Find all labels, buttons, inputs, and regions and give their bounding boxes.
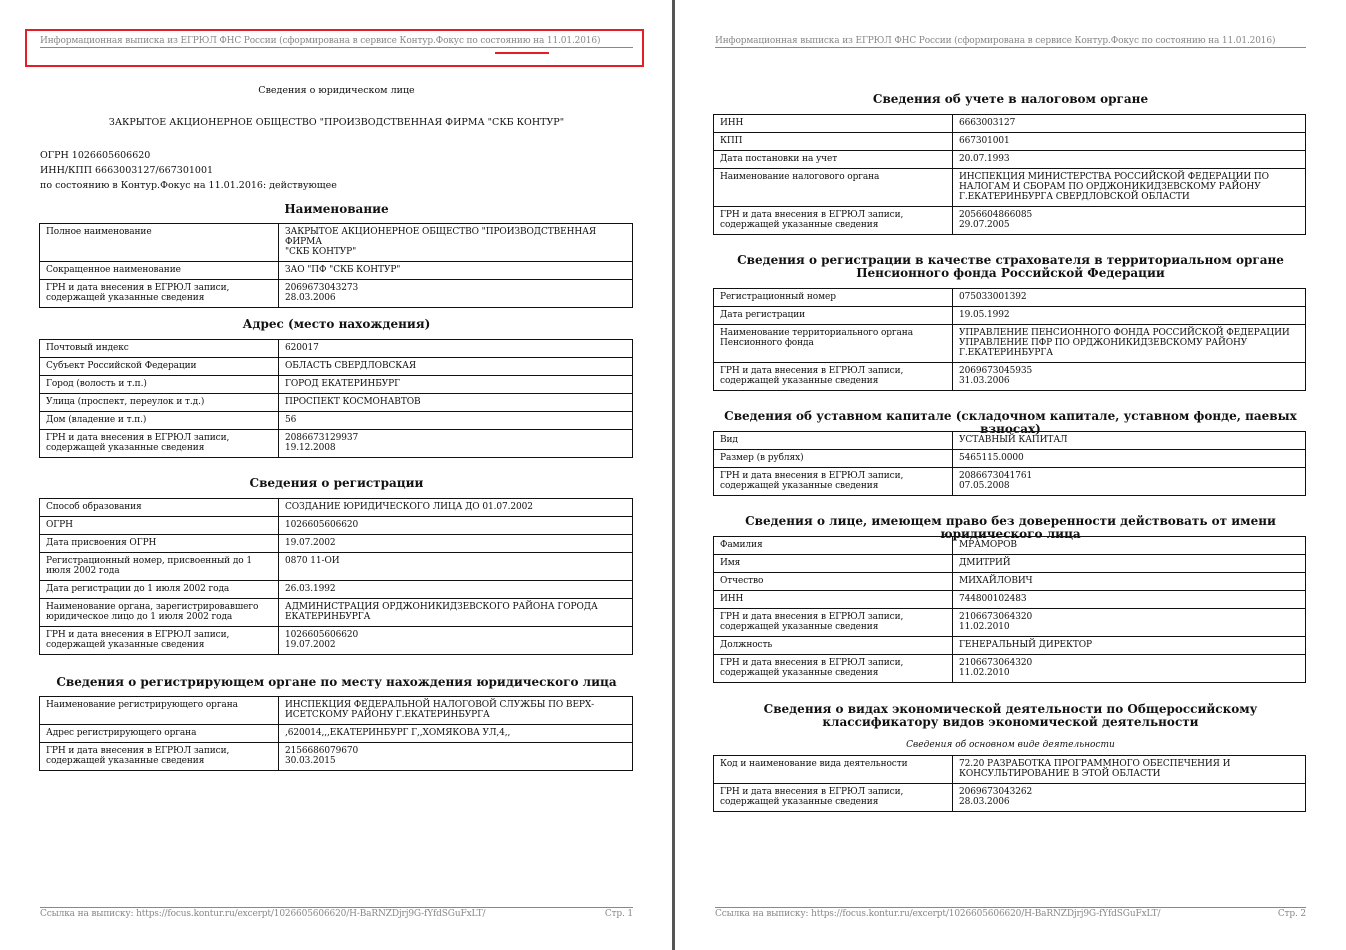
row-value: 1026605606620 [279,517,633,535]
row-value: 19.05.1992 [953,307,1306,325]
table-row [40,376,633,394]
table-row [40,430,633,458]
status-line: по состоянию в Контур.Фокус на 11.01.2016: действующее [40,180,337,191]
section-title-tax-registration: Сведения об учете в налоговом органе [872,92,1149,106]
table-row [40,280,633,308]
table-row [714,307,1306,325]
table-row [40,412,633,430]
row-value: 0870 11-ОИ [279,553,633,581]
page-2 [675,0,1346,950]
table-row [40,358,633,376]
row-key: ГРН и дата внесения в ЕГРЮЛ записи, содержащей указанные сведения [714,468,953,496]
row-key: Способ образования [40,499,279,517]
row-key: Наименование органа, зарегистрировавшего юридическое лицо до 1 июля 2002 года [40,599,279,627]
table-name [39,223,633,308]
row-value: 1026605606620 19.07.2002 [279,627,633,655]
row-value: ГОРОД ЕКАТЕРИНБУРГ [279,376,633,394]
table-row [714,609,1306,637]
row-key: Полное наименование [40,224,279,262]
excerpt-link[interactable]: Ссылка на выписку: https://focus.kontur.ru/excerpt/1026605606620/H-BaRNZDjrj9G-fYfdSGuFxLT/ [40,909,486,919]
row-value: 2069673043262 28.03.2006 [953,784,1306,812]
row-value: ,620014,,,ЕКАТЕРИНБУРГ Г,,ХОМЯКОВА УЛ,4,, [279,725,633,743]
row-value: 56 [279,412,633,430]
row-key: ГРН и дата внесения в ЕГРЮЛ записи, содержащей указанные сведения [40,627,279,655]
highlight-date-underline [495,52,549,54]
table-row [714,289,1306,307]
table-row [40,581,633,599]
row-key: ГРН и дата внесения в ЕГРЮЛ записи, содержащей указанные сведения [714,207,953,235]
row-key: Сокращенное наименование [40,262,279,280]
row-key: ГРН и дата внесения в ЕГРЮЛ записи, содержащей указанные сведения [714,784,953,812]
table-row [714,325,1306,363]
row-key: Дата регистрации до 1 июля 2002 года [40,581,279,599]
table-address [39,339,633,458]
page-header: Информационная выписка из ЕГРЮЛ ФНС России (сформирована в сервисе Контур.Фокус по состоянию на 11.01.2016) [40,36,633,48]
row-value: 19.07.2002 [279,535,633,553]
section-title-charter-capital: Сведения об уставном капитале (складочном капитале, уставном фонде, паевых взносах) [724,409,1297,436]
page-footer [40,907,633,919]
page-number: Стр. 1 [604,909,633,919]
row-value: УПРАВЛЕНИЕ ПЕНСИОННОГО ФОНДА РОССИЙСКОЙ ФЕДЕРАЦИИ УПРАВЛЕНИЕ ПФР ПО ОРДЖОНИКИДЗЕВСКОМУ РАЙОНУ Г.ЕКАТЕРИНБУРГА [953,325,1306,363]
row-value: 72.20 РАЗРАБОТКА ПРОГРАММНОГО ОБЕСПЕЧЕНИЯ И КОНСУЛЬТИРОВАНИЕ В ЭТОЙ ОБЛАСТИ [953,756,1306,784]
row-key: ГРН и дата внесения в ЕГРЮЛ записи, содержащей указанные сведения [40,280,279,308]
table-row [40,627,633,655]
section-title-registering-authority: Сведения о регистрирующем органе по месту нахождения юридического лица [56,675,617,689]
row-value: 2069673043273 28.03.2006 [279,280,633,308]
table-row [714,450,1306,468]
row-key: Имя [714,555,953,573]
highlight-box [25,29,644,67]
document-title: Сведения о юридическом лице [258,85,415,96]
row-key: Наименование налогового органа [714,169,953,207]
section-title-authorized-person: Сведения о лице, имеющем право без доверенности действовать от имени юридического лица [745,514,1276,541]
row-value: АДМИНИСТРАЦИЯ ОРДЖОНИКИДЗЕВСКОГО РАЙОНА ГОРОДА ЕКАТЕРИНБУРГА [279,599,633,627]
row-key: Фамилия [714,537,953,555]
table-row [714,363,1306,391]
table-row [714,432,1306,450]
table-tax-registration [713,114,1306,235]
row-value: СОЗДАНИЕ ЮРИДИЧЕСКОГО ЛИЦА ДО 01.07.2002 [279,499,633,517]
row-key: ИНН [714,115,953,133]
row-value: ПРОСПЕКТ КОСМОНАВТОВ [279,394,633,412]
row-key: Дата регистрации [714,307,953,325]
table-row [40,499,633,517]
row-key: Субъект Российской Федерации [40,358,279,376]
table-row [40,553,633,581]
row-key: Почтовый индекс [40,340,279,358]
table-charter-capital [713,431,1306,496]
row-value: ДМИТРИЙ [953,555,1306,573]
row-key: Дата присвоения ОГРН [40,535,279,553]
table-row [714,573,1306,591]
section-title-address: Адрес (место нахождения) [242,317,431,331]
table-authorized-person [713,536,1306,683]
page-number: Стр. 2 [1277,909,1306,919]
table-row [714,133,1306,151]
row-key: ГРН и дата внесения в ЕГРЮЛ записи, содержащей указанные сведения [40,743,279,771]
table-row [714,169,1306,207]
row-key: Дом (владение и т.п.) [40,412,279,430]
table-row [714,468,1306,496]
table-row [714,756,1306,784]
row-key: Город (волость и т.п.) [40,376,279,394]
ogrn-line: ОГРН 1026605606620 [40,150,151,161]
excerpt-link[interactable]: Ссылка на выписку: https://focus.kontur.ru/excerpt/1026605606620/H-BaRNZDjrj9G-fYfdSGuFxLT/ [715,909,1161,919]
row-key: Дата постановки на учет [714,151,953,169]
table-row [714,637,1306,655]
table-row [714,591,1306,609]
table-registering-authority [39,696,633,771]
page-1 [0,0,672,950]
table-row [714,555,1306,573]
table-registration [39,498,633,655]
table-row [714,537,1306,555]
row-value: 2106673064320 11.02.2010 [953,609,1306,637]
row-value: ГЕНЕРАЛЬНЫЙ ДИРЕКТОР [953,637,1306,655]
row-value: 5465115.0000 [953,450,1306,468]
row-value: 6663003127 [953,115,1306,133]
row-key: Наименование регистрирующего органа [40,697,279,725]
company-name: ЗАКРЫТОЕ АКЦИОНЕРНОЕ ОБЩЕСТВО "ПРОИЗВОДСТВЕННАЯ ФИРМА "СКБ КОНТУР" [108,117,565,128]
row-value: МИХАЙЛОВИЧ [953,573,1306,591]
row-value: ИНСПЕКЦИЯ МИНИСТЕРСТВА РОССИЙСКОЙ ФЕДЕРАЦИИ ПО НАЛОГАМ И СБОРАМ ПО ОРДЖОНИКИДЗЕВСКОМУ РАЙОНУ Г.ЕКАТЕРИНБУРГА СВЕРДЛОВСКОЙ ОБЛАСТИ [953,169,1306,207]
row-key: ИНН [714,591,953,609]
row-value: 2086673041761 07.05.2008 [953,468,1306,496]
row-value: 2106673064320 11.02.2010 [953,655,1306,683]
row-key: Отчество [714,573,953,591]
section-title-economic-activity: Сведения о видах экономической деятельности по Общероссийскому классификатору видов экономической деятельности [763,702,1258,729]
table-row [714,151,1306,169]
section-title-registration: Сведения о регистрации [249,476,424,490]
row-value: 20.07.1993 [953,151,1306,169]
table-row [40,224,633,262]
row-key: Наименование территориального органа Пенсионного фонда [714,325,953,363]
row-key: ГРН и дата внесения в ЕГРЮЛ записи, содержащей указанные сведения [40,430,279,458]
table-row [40,725,633,743]
row-key: Регистрационный номер, присвоенный до 1 июля 2002 года [40,553,279,581]
row-key: Адрес регистрирующего органа [40,725,279,743]
row-value: ЗАО "ПФ "СКБ КОНТУР" [279,262,633,280]
row-value: 26.03.1992 [279,581,633,599]
row-value: 620017 [279,340,633,358]
row-key: Код и наименование вида деятельности [714,756,953,784]
row-value: ЗАКРЫТОЕ АКЦИОНЕРНОЕ ОБЩЕСТВО "ПРОИЗВОДСТВЕННАЯ ФИРМА "СКБ КОНТУР" [279,224,633,262]
table-pension-fund [713,288,1306,391]
row-value: 075033001392 [953,289,1306,307]
row-value: 2156686079670 30.03.2015 [279,743,633,771]
row-value: 667301001 [953,133,1306,151]
table-row [40,340,633,358]
table-row [40,517,633,535]
row-value: УСТАВНЫЙ КАПИТАЛ [953,432,1306,450]
row-value: МРАМОРОВ [953,537,1306,555]
row-key: Вид [714,432,953,450]
row-value: 2086673129937 19.12.2008 [279,430,633,458]
table-row [714,655,1306,683]
row-key: Улица (проспект, переулок и т.д.) [40,394,279,412]
section-title-name: Наименование [284,202,389,216]
row-value: 2069673045935 31.03.2006 [953,363,1306,391]
section-title-pension-fund: Сведения о регистрации в качестве страхователя в территориальном органе Пенсионного фонда Российской Федерации [737,253,1284,280]
table-row [40,743,633,771]
page-header: Информационная выписка из ЕГРЮЛ ФНС России (сформирована в сервисе Контур.Фокус по состоянию на 11.01.2016) [715,36,1306,48]
row-key: ГРН и дата внесения в ЕГРЮЛ записи, содержащей указанные сведения [714,609,953,637]
row-key: ОГРН [40,517,279,535]
row-key: Размер (в рублях) [714,450,953,468]
table-row [40,599,633,627]
table-row [714,784,1306,812]
subtitle-main-activity: Сведения об основном виде деятельности [906,740,1115,750]
table-economic-activity [713,755,1306,812]
row-value: ИНСПЕКЦИЯ ФЕДЕРАЛЬНОЙ НАЛОГОВОЙ СЛУЖБЫ ПО ВЕРХ- ИСЕТСКОМУ РАЙОНУ Г.ЕКАТЕРИНБУРГА [279,697,633,725]
table-row [714,115,1306,133]
row-key: ГРН и дата внесения в ЕГРЮЛ записи, содержащей указанные сведения [714,363,953,391]
row-key: ГРН и дата внесения в ЕГРЮЛ записи, содержащей указанные сведения [714,655,953,683]
row-value: 2056604866085 29.07.2005 [953,207,1306,235]
row-key: Регистрационный номер [714,289,953,307]
table-row [40,394,633,412]
table-row [40,262,633,280]
company-meta [40,148,337,193]
table-row [40,535,633,553]
row-value: 744800102483 [953,591,1306,609]
table-row [714,207,1306,235]
table-row [40,697,633,725]
inn-kpp-line: ИНН/КПП 6663003127/667301001 [40,165,214,176]
row-key: КПП [714,133,953,151]
row-key: Должность [714,637,953,655]
page-footer [715,907,1306,919]
row-value: ОБЛАСТЬ СВЕРДЛОВСКАЯ [279,358,633,376]
